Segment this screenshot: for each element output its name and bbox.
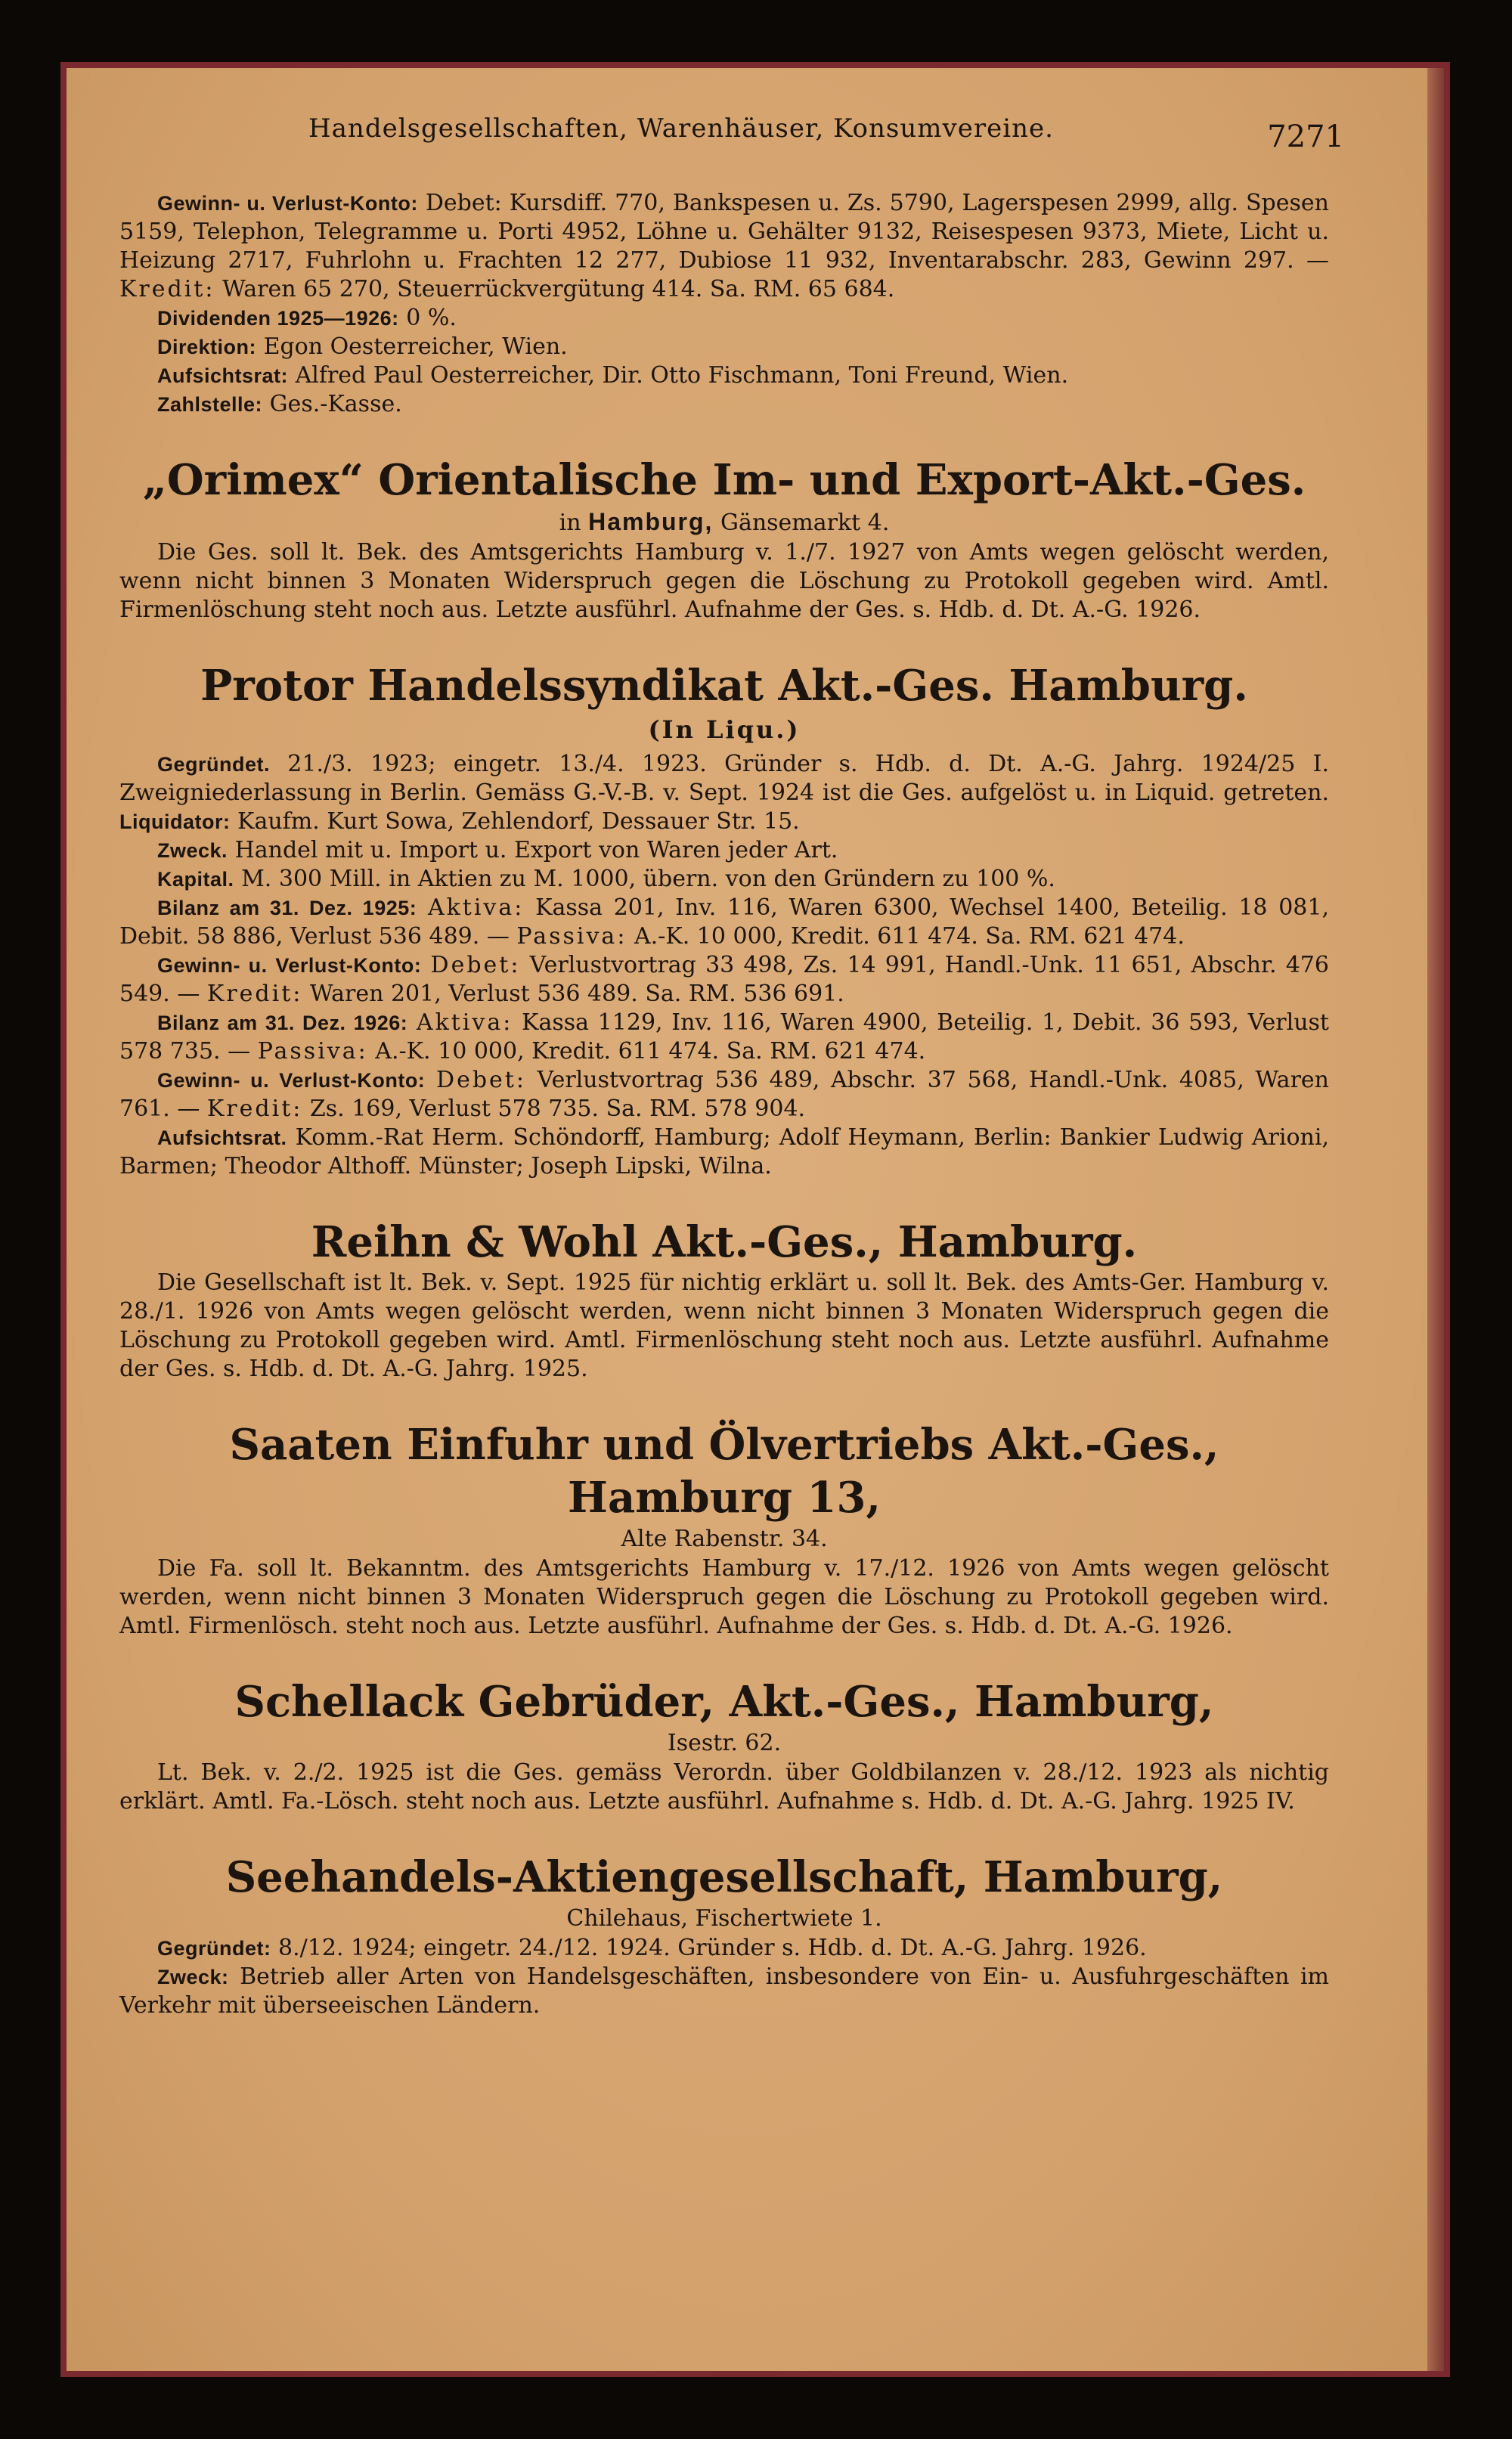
kredit-word: Kredit: [206, 981, 303, 1007]
dividenden-line [119, 304, 1329, 333]
gegr-text: 8./12. 1924; eingetr. 24./12. 1924. Gründer s. Hdb. d. Dt. A.-G. Jahrg. 1926. [278, 1935, 1147, 1961]
liq-text: Kaufm. Kurt Sowa, Zehlendorf, Dessauer Str. 15. [237, 808, 800, 835]
protor-zweck [119, 836, 1329, 865]
gv25-text-1: Verlustvortrag 33 498, Zs. 14 991, Handl.-Unk. 11 651, Abschr. 476 549. — [119, 952, 1329, 1007]
entry-reihn-wohl [119, 1216, 1329, 1384]
running-head: Handelsgesellschaften, Warenhäuser, Konsumvereine. [308, 113, 1054, 144]
debet-word: Debet: [430, 952, 521, 978]
passiva-word: Passiva: [257, 1038, 368, 1065]
bil25-text-2: A.-K. 10 000, Kredit. 611 474. Sa. RM. 621 474. [634, 923, 1185, 950]
ar-text: Komm.-Rat Herm. Schöndorff, Hamburg; Adolf Heymann, Berlin: Bankier Ludwig Arioni, Barmen; Theodor Althoff. Münster; Joseph Lipski, Wilna. [119, 1124, 1329, 1179]
zweck-text: Handel mit u. Import u. Export von Waren jeder Art. [234, 837, 838, 863]
orimex-location [119, 507, 1329, 538]
entry-saaten [119, 1418, 1329, 1641]
passiva-word: Passiva: [516, 923, 627, 950]
saaten-text: Die Fa. soll lt. Bekanntm. des Amtsgerichts Hamburg v. 17./12. 1926 von Amts wegen gelöscht werden, wenn nicht binnen 3 Monaten Widerspruch gegen die Löschung zu Protokoll gegeben wird. Amtl. Firmenlösch. steht noch aus. Letzte ausführl. Aufnahme der Ges. s. Hdb. d. Dt. A.-G. 1926. [119, 1555, 1329, 1639]
book-spine [1427, 68, 1444, 2371]
entry-schellack [119, 1675, 1329, 1816]
gv26-text-2: Zs. 169, Verlust 578 735. Sa. RM. 578 904. [309, 1096, 806, 1122]
zahlstelle-line [119, 390, 1329, 419]
seehandels-title: Seehandels-Aktiengesellschaft, Hamburg, [225, 1852, 1223, 1902]
zweck-label: Zweck: [157, 1966, 229, 1988]
orimex-text: Die Ges. soll lt. Bek. des Amtsgerichts Hamburg v. 1./7. 1927 von Amts wegen gelöscht werden, wenn nicht binnen 3 Monaten Widerspruch gegen die Löschung zu Protokoll gegeben wird. Amtl. Firmenlöschung steht noch aus. Letzte ausführl. Aufnahme der Ges. s. Hdb. d. Dt. A.-G. 1926. [119, 539, 1329, 623]
seehandels-address: Chilehaus, Fischertwiete 1. [566, 1905, 882, 1932]
gegr-label: Gegründet: [157, 1937, 271, 1960]
gv-text: Debet: Kursdiff. 770, Bankspesen u. Zs. 5790, Lagerspesen 2999, allg. Spesen 5159, Telephon, Telegramme u. Porti 4952, Löhne u. Gehälter 9132, Reisespesen 9373, Miete, Licht u. Heizung 2717, Fuhrlohn u. Frachten 12 277, Dubiose 11 932, Inventarabschr. 283, Gewinn 297. — [119, 190, 1329, 274]
aufsichtsrat-line [119, 361, 1329, 390]
page-content [119, 189, 1329, 2020]
seehandels-zweck [119, 1963, 1329, 2020]
schellack-text: Lt. Bek. v. 2./2. 1925 ist die Ges. gemäss Verordn. über Goldbilanzen v. 28./12. 1923 als nichtig erklärt. Amtl. Fa.-Lösch. steht noch aus. Letzte ausführl. Aufnahme s. Hdb. d. Dt. A.-G. Jahrg. 1925 IV. [119, 1759, 1329, 1815]
protor-status: (In Liqu.) [648, 715, 801, 744]
gv-konto-paragraph [119, 189, 1329, 304]
seehandels-gegruendet [119, 1934, 1329, 1963]
entry-protor [119, 659, 1329, 1181]
aktiva-word: Aktiva: [416, 1009, 513, 1036]
bil26-text-2: A.-K. 10 000, Kredit. 611 474. Sa. RM. 621 474. [375, 1038, 926, 1065]
page-header [67, 113, 1427, 166]
entry-orimex [119, 454, 1329, 624]
gv25-label: Gewinn- u. Verlust-Konto: [157, 954, 422, 977]
gv26-text-1: Verlustvortrag 536 489, Abschr. 37 568, Handl.-Unk. 4085, Waren 761. — [119, 1067, 1329, 1122]
kredit-word: Kredit: [206, 1096, 303, 1122]
protor-gv-1926 [119, 1066, 1329, 1123]
document-page [67, 68, 1427, 2371]
protor-gegruendet [119, 750, 1329, 836]
entry-seehandels [119, 1851, 1329, 2020]
protor-gv-1925 [119, 951, 1329, 1009]
debet-word: Debet: [436, 1067, 526, 1093]
protor-title: Protor Handelssyndikat Akt.-Ges. Hamburg. [200, 661, 1248, 711]
zweck-text: Betrieb aller Arten von Handelsgeschäften, insbesondere von Ein- u. Ausfuhrgeschäften im Verkehr mit überseeischen Ländern. [119, 1963, 1329, 2019]
protor-bilanz-1926 [119, 1009, 1329, 1066]
ar-value: Alfred Paul Oesterreicher, Dir. Otto Fischmann, Toni Freund, Wien. [295, 362, 1069, 389]
reihn-text: Die Gesellschaft ist lt. Bek. v. Sept. 1925 für nichtig erklärt u. soll lt. Bek. des Amts-Ger. Hamburg v. 28./1. 1926 von Amts wegen gelöscht werden, wenn nicht binnen 3 Monaten Widerspruch gegen die Löschung zu Protokoll gegeben wird. Amtl. Firmenlöschung steht noch aus. Letzte ausführl. Aufnahme der Ges. s. Hdb. d. Dt. A.-G. Jahrg. 1925. [119, 1269, 1329, 1382]
bil25-text-1: Kassa 201, Inv. 116, Waren 6300, Wechsel 1400, Beteilig. 18 081, Debit. 58 886, Verlust 536 489. — [119, 894, 1329, 950]
address: Gänsemarkt 4. [720, 510, 890, 536]
dir-label: Direktion: [157, 336, 257, 358]
dir-value: Egon Oesterreicher, Wien. [263, 333, 568, 360]
zahl-label: Zahlstelle: [157, 393, 263, 416]
ar-label: Aufsichtsrat: [157, 364, 289, 387]
gv-label: Gewinn- u. Verlust-Konto: [157, 192, 418, 215]
reihn-title: Reihn & Wohl Akt.-Ges., Hamburg. [311, 1217, 1138, 1267]
kap-text: M. 300 Mill. in Aktien zu M. 1000, übern. von den Gründern zu 100 %. [241, 866, 1055, 892]
div-label: Dividenden 1925—1926: [157, 307, 399, 330]
gegr-label: Gegründet. [157, 753, 271, 776]
gegr-text: 21./3. 1923; eingetr. 13./4. 1923. Gründer s. Hdb. d. Dt. A.-G. Jahrg. 1924/25 I. Zweigniederlassung in Berlin. Gemäss G.-V.-B. v. Sept. 1924 ist die Ges. aufgelöst u. in Liquid. getreten. [119, 751, 1329, 806]
entry-continuation [119, 189, 1329, 419]
page-number: 7271 [1267, 119, 1344, 154]
kredit-word: Kredit: [119, 276, 215, 302]
bil26-label: Bilanz am 31. Dez. 1926: [157, 1012, 408, 1034]
orimex-title: „Orimex“ Orientalische Im- und Export-Akt.-Ges. [142, 455, 1306, 505]
zahl-value: Ges.-Kasse. [269, 391, 402, 417]
gv26-label: Gewinn- u. Verlust-Konto: [157, 1069, 426, 1092]
city: Hamburg, [588, 508, 714, 535]
schellack-title: Schellack Gebrüder, Akt.-Ges., Hamburg, [234, 1677, 1214, 1727]
bil26-text-1: Kassa 1129, Inv. 116, Waren 4900, Beteilig. 1, Debit. 36 593, Verlust 578 735. — [119, 1009, 1329, 1065]
zweck-label: Zweck. [157, 839, 228, 862]
div-value: 0 %. [406, 305, 457, 331]
kap-label: Kapital. [157, 868, 234, 891]
direktion-line [119, 333, 1329, 361]
protor-aufsichtsrat [119, 1123, 1329, 1181]
saaten-title: Saaten Einfuhr und Ölvertriebs Akt.-Ges., Hamburg 13, [229, 1420, 1219, 1523]
bil25-label: Bilanz am 31. Dez. 1925: [157, 897, 417, 919]
ar-label: Aufsichtsrat. [157, 1127, 287, 1149]
protor-bilanz-1925 [119, 894, 1329, 951]
schellack-address: Isestr. 62. [667, 1730, 782, 1756]
gv-text-2: Waren 65 270, Steuerrückvergütung 414. Sa. RM. 65 684. [222, 276, 895, 302]
loc-prefix: in [559, 510, 581, 536]
protor-kapital [119, 865, 1329, 894]
aktiva-word: Aktiva: [427, 894, 525, 921]
saaten-address: Alte Rabenstr. 34. [621, 1526, 828, 1552]
gv25-text-2: Waren 201, Verlust 536 489. Sa. RM. 536 691. [309, 981, 844, 1007]
liq-label: Liquidator: [119, 810, 231, 833]
